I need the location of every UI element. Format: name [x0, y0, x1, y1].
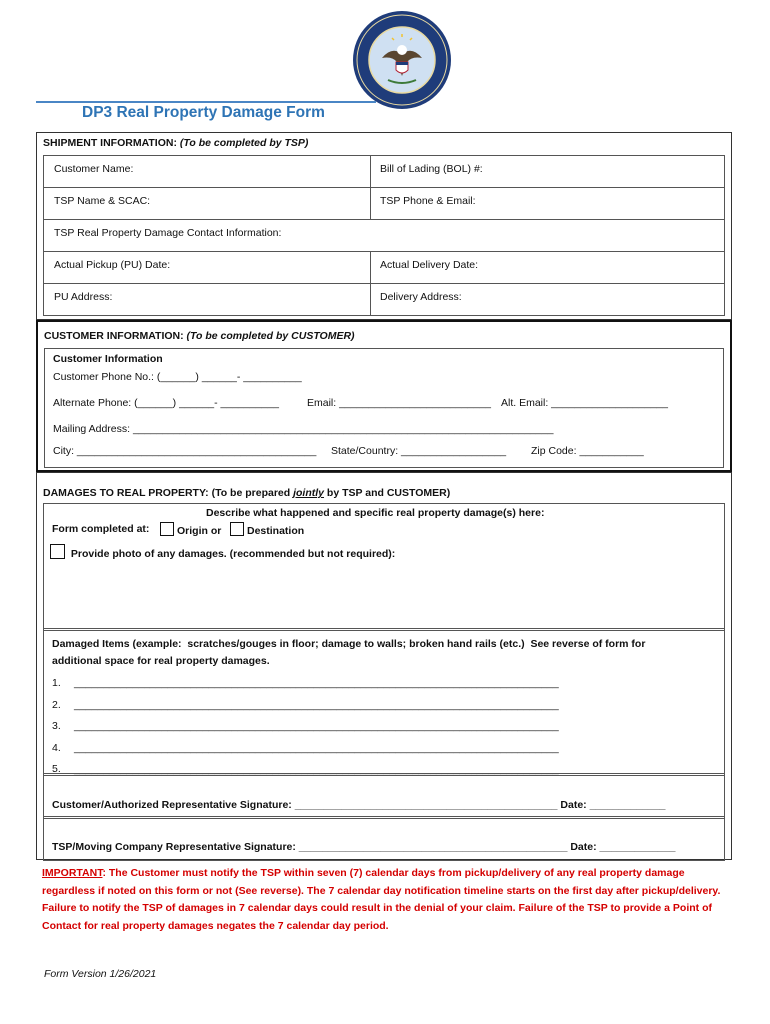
alt-email-field[interactable]: Alt. Email: ____________________: [501, 397, 668, 409]
important-notice: [42, 865, 726, 935]
damaged-item-number: 1.: [52, 677, 61, 689]
dod-seal-logo: [352, 10, 452, 110]
customer-phone-field[interactable]: Customer Phone No.: (______) ______- __________: [53, 371, 302, 383]
important-text: : The Customer must notify the TSP within seven (7) calendar days from pickup/delivery of any real property damage regardless if noted on this form or not (See reverse). The 7 calendar day notification timeline starts on the first day after pickup/delivery. Failure to notify the TSP of damages in 7 calendar days could result in the denial of your claim. Failure of the TSP to provide a Point of Contact for real property damages negates the 7 calendar day period.: [42, 867, 721, 932]
shipment-section: [36, 132, 732, 320]
damage-description-box: [43, 503, 725, 631]
tsp-signature-field[interactable]: TSP/Moving Company Representative Signature: ______________________________________________ Date: _____________: [52, 841, 676, 853]
damaged-item-field[interactable]: ___________________________________________________________________________________: [74, 763, 559, 775]
pu-address-field[interactable]: PU Address:: [54, 291, 113, 303]
important-label: IMPORTANT: [42, 867, 103, 879]
form-completed-label: Form completed at:: [52, 523, 150, 535]
shipment-row: [44, 188, 724, 220]
damaged-item-field[interactable]: ___________________________________________________________________________________: [74, 741, 559, 754]
form-version: Form Version 1/26/2021: [44, 968, 157, 980]
origin-checkbox[interactable]: [160, 522, 174, 536]
shipment-row: [44, 220, 724, 252]
destination-checkbox[interactable]: [230, 522, 244, 536]
destination-option[interactable]: Destination: [228, 522, 304, 537]
city-field[interactable]: City: _________________________________________: [53, 445, 317, 457]
delivery-address-field[interactable]: Delivery Address:: [380, 291, 462, 303]
shipment-row: [44, 156, 724, 188]
damaged-item-field[interactable]: ___________________________________________________________________________________: [74, 677, 559, 689]
customer-signature-row: [43, 773, 725, 819]
customer-heading: CUSTOMER INFORMATION: (To be completed by CUSTOMER): [44, 330, 355, 342]
customer-info-box: [44, 348, 724, 468]
tsp-contact-field[interactable]: TSP Real Property Damage Contact Information:: [54, 227, 282, 239]
damaged-item-number: 5.: [52, 763, 61, 775]
shipment-row: [44, 284, 724, 315]
damaged-item-field[interactable]: ___________________________________________________________________________________: [74, 698, 559, 711]
zip-code-field[interactable]: Zip Code: ___________: [531, 445, 644, 457]
damaged-items-instructions: Damaged Items (example: scratches/gouges in floor; damage to walls; broken hand rails (etc.) See reverse of form for: [52, 638, 646, 650]
pickup-date-field[interactable]: Actual Pickup (PU) Date:: [54, 259, 171, 271]
alt-phone-field[interactable]: Alternate Phone: (______) ______- __________: [53, 397, 279, 409]
page-title: DP3 Real Property Damage Form: [82, 104, 325, 121]
damages-section: [36, 472, 732, 860]
damaged-item-number: 4.: [52, 741, 61, 754]
damaged-item-field[interactable]: ___________________________________________________________________________________: [74, 720, 559, 732]
damaged-items-instructions-cont: additional space for real property damages.: [52, 655, 270, 667]
damages-heading: DAMAGES TO REAL PROPERTY: (To be prepared jointly by TSP and CUSTOMER): [43, 487, 451, 499]
title-rule: [36, 101, 376, 103]
damaged-item-number: 2.: [52, 698, 61, 711]
origin-option[interactable]: Origin or: [158, 522, 221, 537]
state-country-field[interactable]: State/Country: __________________: [331, 445, 507, 457]
customer-info-subheading: Customer Information: [53, 353, 163, 365]
photo-checkbox[interactable]: [50, 544, 65, 559]
email-field[interactable]: Email: __________________________: [307, 397, 491, 409]
customer-section: [36, 320, 732, 472]
delivery-date-field[interactable]: Actual Delivery Date:: [380, 259, 479, 271]
customer-name-field[interactable]: Customer Name:: [54, 163, 134, 175]
damaged-items-box: [43, 628, 725, 776]
tsp-phone-email-field[interactable]: TSP Phone & Email:: [380, 195, 476, 207]
mailing-address-field[interactable]: Mailing Address: ________________________________________________________________________: [53, 423, 554, 435]
bol-field[interactable]: Bill of Lading (BOL) #:: [380, 163, 483, 175]
damaged-item-number: 3.: [52, 720, 61, 732]
shipment-heading: SHIPMENT INFORMATION: (To be completed by TSP): [43, 137, 309, 149]
tsp-signature-row: [43, 816, 725, 861]
describe-prompt: Describe what happened and specific real property damage(s) here:: [206, 507, 545, 519]
shipment-row: [44, 252, 724, 284]
shipment-grid: [43, 155, 725, 316]
customer-signature-field[interactable]: Customer/Authorized Representative Signature: _____________________________________________ Date: _____________: [52, 799, 666, 811]
tsp-name-scac-field[interactable]: TSP Name & SCAC:: [54, 195, 151, 207]
photo-option[interactable]: Provide photo of any damages. (recommended but not required):: [48, 544, 395, 560]
